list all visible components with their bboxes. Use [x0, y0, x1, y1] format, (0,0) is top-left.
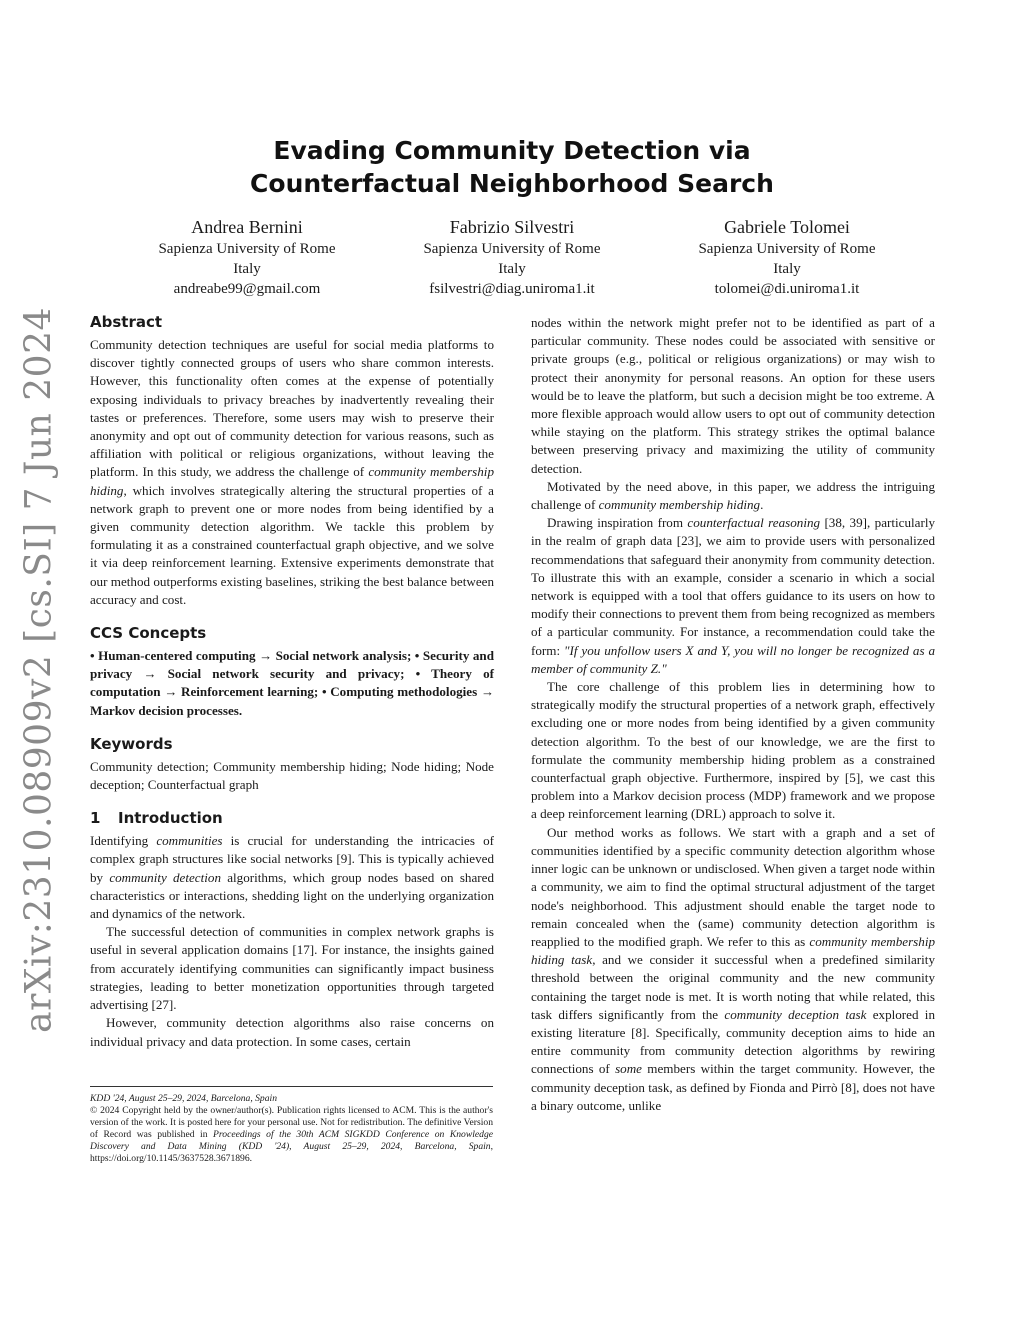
title-line-2: Counterfactual Neighborhood Search	[250, 169, 774, 198]
ccs-concepts: • Human-centered computing → Social network analysis; • Security and privacy → Social network security and privacy; • Theory of computation → Reinforcement learning; • Computing methodologies → Markov decision processes.	[90, 648, 494, 718]
section-heading-introduction	[90, 808, 494, 828]
arxiv-identifier: arXiv:2310.08909v2 [cs.SI] 7 Jun 2024	[18, 307, 60, 1033]
section-title: Introduction	[118, 809, 223, 828]
body-paragraph-4: The core challenge of this problem lies in determining how to strategically modify the structural properties of a network graph, effectively excluding one or more nodes from being identified by a given community detection algorithm. To the best of our knowledge, we are the first to formulate the community membership hiding problem as a constrained counterfactual graph objective. Furthermore, inspired by [5], we cast this problem into a Markov decision process (MDP) framework and we propose a deep reinforcement learning (DRL) approach to solve it.	[531, 679, 935, 822]
author-country: Italy	[773, 261, 801, 277]
copyright-footnote	[90, 1086, 493, 1165]
author-email[interactable]: fsilvestri@diag.uniroma1.it	[429, 281, 595, 297]
ccs-item: Computing methodologies → Markov decision processes	[90, 684, 494, 718]
author-email[interactable]: tolomei@di.uniroma1.it	[714, 281, 860, 297]
paper-title	[100, 134, 924, 200]
author-block-2	[377, 215, 647, 299]
author-name: Andrea Bernini	[191, 217, 303, 237]
title-line-1: Evading Community Detection via	[273, 136, 751, 165]
author-affiliation: Sapienza University of Rome	[423, 241, 601, 257]
intro-paragraph-1: Identifying communities is crucial for understanding the intricacies of complex graph structures like social networks [9]. This is typically achieved by community detection algorithms, which group nodes based on shared characteristics or interactions, shedding light on the underlying organization and dynamics of the network.	[90, 833, 495, 922]
ccs-item: Human-centered computing → Social network analysis	[98, 648, 407, 664]
body-paragraph-2: Motivated by the need above, in this paper, we address the intriguing challenge of community membership hiding.	[531, 478, 935, 513]
body-paragraph-3: Drawing inspiration from counterfactual reasoning [38, 39], particularly in the realm of graph data [23], we aim to provide users with personalized recommendations that safeguard their anonymity from community detection. To illustrate this with an example, consider a scenario in which a social network is equipped with a tool that offers guidance to its users on how to modify their connections to prevent them from being recognized as members of a particular community. For instance, a recommendation could take the form: "If you unfollow users X and Y, you will no longer be recognized as a member of community Z."	[531, 515, 936, 676]
author-name: Gabriele Tolomei	[724, 217, 850, 237]
author-affiliation: Sapienza University of Rome	[698, 241, 876, 257]
example-quote: "If you unfollow users X and Y, you will no longer be recognized as a member of community Z."	[531, 642, 936, 676]
copyright-text: © 2024 Copyright held by the owner/author(s). Publication rights licensed to ACM. This is the author's version of the work. It is posted here for your personal use. Not for redistribution. The definitive Version of Record was published in Proceedings of the 30th ACM SIGKDD Conference on Knowledge Discovery and Data Mining (KDD '24), August 25–29, 2024, Barcelona, Spain, https://doi.org/10.1145/3637528.3671896.	[90, 1105, 493, 1164]
ccs-item: Theory of computation → Reinforcement learning	[90, 666, 494, 700]
abstract-text: Community detection techniques are useful for social media platforms to discover tightly connected groups of users who share common interests. However, this functionality often comes at the expense of potentially exposing individuals to privacy breaches by inadvertently revealing their tastes or preferences. Therefore, some users may wish to preserve their anonymity and opt out of community detection for various reasons, such as affiliation with political or religious organizations, without leaving the platform. In this study, we address the challenge of community membership hiding, which involves strategically altering the structural properties of a network graph to prevent one or more nodes from being identified by a given community detection algorithm. We tackle this problem by formulating it as a constrained counterfactual graph objective, and we solve it via deep reinforcement learning. Extensive experiments demonstrate that our method outperforms existing baselines, striking the best balance between accuracy and cost.	[90, 337, 494, 607]
conference-venue: KDD '24, August 25–29, 2024, Barcelona, Spain	[90, 1093, 277, 1104]
intro-paragraph-3: However, community detection algorithms also raise concerns on individual privacy and data protection. In some cases, certain	[90, 1015, 494, 1049]
ccs-item: Security and privacy → Social network security and privacy	[90, 648, 494, 682]
author-name: Fabrizio Silvestri	[449, 217, 575, 237]
author-block-1	[112, 215, 382, 299]
author-email[interactable]: andreabe99@gmail.com	[173, 281, 321, 297]
left-column	[90, 312, 494, 1051]
section-number: 1	[90, 809, 101, 828]
author-country: Italy	[233, 261, 261, 277]
author-block-3	[652, 215, 922, 299]
keywords-text: Community detection; Community membership hiding; Node hiding; Node deception; Counterfactual graph	[90, 758, 494, 793]
intro-paragraph-2: The successful detection of communities in complex network graphs is useful in several application domains [17]. For instance, the insights gained from accurately identifying communities can significantly impact business strategies, leading to better monetization opportunities through targeted advertising [27].	[90, 924, 494, 1013]
right-column	[531, 314, 935, 1115]
body-paragraph-5: Our method works as follows. We start with a graph and a set of communities identified by a specific community detection algorithm whose inner logic can be unknown or undisclosed. When given a target node within a community, we aim to find the optimal structural adjustment of the target node's neighborhood. This adjustment should enable the target node to remain concealed when the (same) community detection algorithm is reapplied to the modified graph. We refer to this as community membership hiding task, and we consider it successful when a predefined similarity threshold between the original community and the new community containing the target node is met. It is worth noting that while related, this task differs significantly from the community deception task explored in existing literature [8]. Specifically, community deception aims to hide an entire community from community detection algorithms by rewiring connections of some members within the target community. However, the community deception task, as defined by Fionda and Pirrò [8], does not have a binary outcome, unlike	[531, 824, 935, 1113]
keywords-heading: Keywords	[90, 734, 173, 753]
ccs-heading: CCS Concepts	[90, 624, 207, 643]
body-paragraph-1: nodes within the network might prefer not to be identified as part of a particular community. These nodes could be associated with sensitive or private groups (e.g., political or religious organizations) or may wish to protect their anonymity for personal reasons. An option for these users would be to leave the platform, but such a decision might be too extreme. A more flexible approach would allow users to opt out of community detection while staying on the platform. This strategy strikes the optimal balance between preserving privacy and maximizing the utility of community detection.	[531, 315, 935, 476]
arxiv-sidebar	[4, 307, 74, 1033]
author-country: Italy	[498, 261, 526, 277]
author-affiliation: Sapienza University of Rome	[158, 241, 336, 257]
abstract-heading: Abstract	[90, 313, 163, 331]
